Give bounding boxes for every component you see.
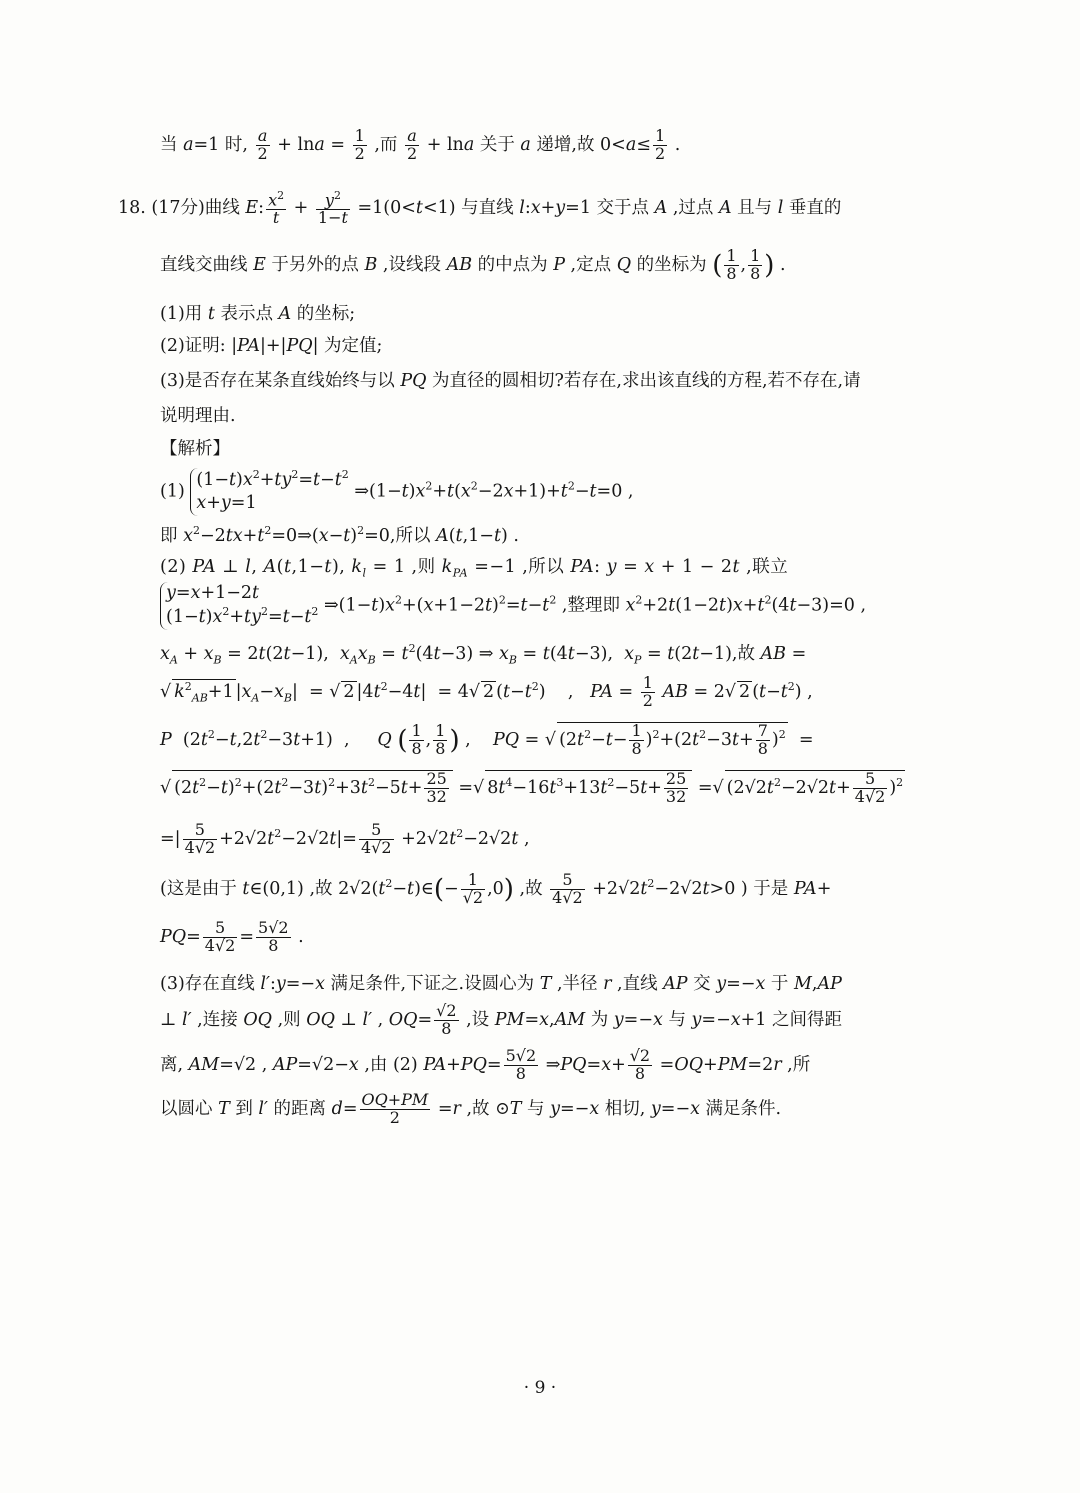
solution-2-system: y=x+1−2t $(1-t)x^2+ty^2=t-t^2$ $\Rightarrow(1-t)x^2+(x+1-2t)^2=t-t^2$ ,整理即 $x^2+2t(1-2t)x+t^2(4t-3)=0$ , [160, 582, 866, 630]
solution-1-system: (1) $(1-t)x^2+ty^2=t-t^2$ x+y=1 $\Rightarrow(1-t)x^2+t(x^2-2x+1)+t^2-t=0$ , [160, 468, 633, 516]
question-2: (2)证明: |PA|+|PQ| 为定值; [160, 336, 383, 356]
analysis-heading: 【解析】 [160, 439, 230, 459]
solution-3-line-3: 离, AM=√2 , AP=√2−x ,由 (2) PA+PQ= $\frac{5√2}{8}$ ⇒PQ=x+ $\frac{√2}{8}$ =OQ+PM=2r ,所 [160, 1046, 811, 1083]
problem-18-line-2: 直线交曲线 E 于另外的点 B ,设线段 AB 的中点为 P ,定点 Q 的坐标为 ( $\frac{1}{8}$ , $\frac{1}{8}$ ) . [160, 246, 786, 283]
solution-3-line-2: ⊥ l′ ,连接 OQ ,则 OQ ⊥ l′ , OQ= $\frac{√2}{8}$ ,设 PM=x,AM 为 y=−x 与 y=−x+1 之间得距 [160, 1001, 842, 1038]
solution-2-line-3: $x_A + x_B = 2t(2t-1)$, $x_Ax_B = t^2(4t-3)$ ⇒ $x_B = t(4t-3)$, $x_P = t(2t-1)$,故 AB = [160, 642, 807, 667]
solution-2-line-8: (这是由于 t∈(0,1) ,故 $2√2(t^2-t)\in(-$ $\frac{1}{√2}$ ,0) ,故 $\frac{5}{4√2}$ $+2√2t^2-2√2t>0$ ) 于是 PA+ [160, 870, 832, 907]
solution-2-line-9: PQ= $\frac{5}{4√2}$ = $\frac{5√2}{8}$ . [160, 918, 304, 955]
solution-2-line-7: =| $\frac{5}{4√2}$ $+2√2t^2-2√2t|=$ $\frac{5}{4√2}$ $+2√2t^2-2√2t$ , [160, 820, 530, 857]
solution-2-line-4: √ $k^2_{AB}+1$ $|x_A-x_B|$ = √ 2 $|4t^2-4t| = 4√$ 2 $(t-t^2)$ , PA = $\frac{1}{2}$ AB = 2√ 2 $(t-t^2)$ , [160, 673, 813, 710]
solution-2-line-1: (2) PA ⊥ l, A(t,1−t), $k_l = 1$ ,则 $k_{PA} =-1$ ,所以 PA: y = x + 1 − 2t ,联立 [160, 557, 789, 580]
question-3-line-2: 说明理由. [160, 406, 236, 426]
question-1: (1)用 t 表示点 A 的坐标; [160, 304, 356, 324]
question-3-line-1: (3)是否存在某条直线始终与以 PQ 为直径的圆相切?若存在,求出该直线的方程,若不存在,请 [160, 371, 861, 391]
solution-3-line-4: 以圆心 T 到 l′ 的距离 d= $\frac{OQ+PM}{2}$ =r ,故 ⊙T 与 y=−x 相切, y=−x 满足条件. [160, 1090, 782, 1127]
page-number: · 9 · [523, 1378, 557, 1398]
text-line-1: 当 a=1 时, $\frac{a}{2}$ + lna = $\frac{1}{2}$ ,而 $\frac{a}{2}$ + lna 关于 a 递增,故 0<a≤ $\frac{1}{2}$ . [160, 126, 681, 163]
problem-18-line-1: 18. (17分)曲线 E: $\frac{x^2}{t}$ + $\frac{y^2}{1-t}$ =1(0<t<1) 与直线 l:x+y=1 交于点 A ,过点 A 且与 l 垂直的 [118, 189, 842, 228]
solution-1-result: 即 $x^2-2tx+t^2=0\Rightarrow(x-t)^2=0$,所以 A(t,1−t) . [160, 524, 519, 546]
solution-2-line-5: P $(2t^2-t,2t^2-3t+1)$ , Q ( $\frac{1}{8}$ , $\frac{1}{8}$ ) , PQ = √ ($2t^2-t-$ $\frac{1}{8}$ )$^2+(2t^2-3t+$ $\frac{7}{8}$ )$^2$ = [160, 721, 814, 758]
solution-3-line-1: (3)存在直线 l′:y=−x 满足条件,下证之.设圆心为 T ,半径 r ,直线 AP 交 y=−x 于 M,AP [160, 974, 842, 994]
solution-2-line-6: √ $(2t^2-t)^2+(2t^2-3t)^2+3t^2-5t+$ $\frac{25}{32}$ =√ $8t^4-16t^3+13t^2-5t+$ $\frac{25}{32}$ =√ ($2√2t^2-2√2t+$ $\frac{5}{4√2}$ )$^2$ [160, 769, 904, 806]
